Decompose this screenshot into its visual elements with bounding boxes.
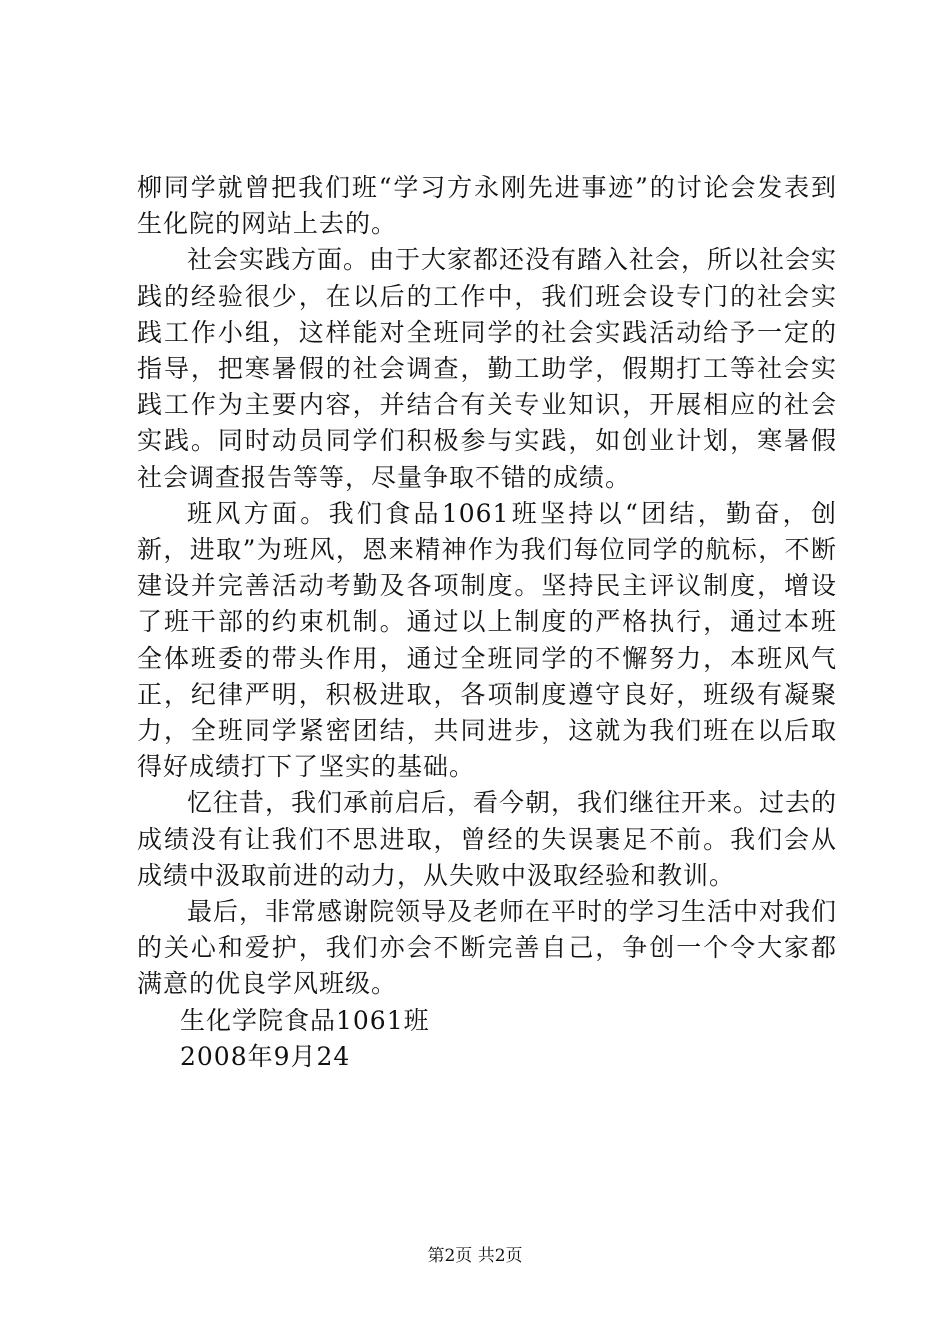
date: 2008年9月24	[180, 1041, 351, 1071]
paragraph-social-practice: 社会实践方面。由于大家都还没有踏入社会，所以社会实践的经验很少，在以后的工作中，我们班会设专门的社会实践工作小组，这样能对全班同学的社会实践活动给予一定的指导，把寒暑假的社会调查，勤工助学，假期打工等社会实践工作为主要内容，并结合有关专业知识，开展相应的社会实践。同时动员同学们积极参与实践，如创业计划，寒暑假社会调查报告等等，尽量争取不错的成绩。	[137, 245, 838, 492]
paragraph-class-style: 班风方面。我们食品1061班坚持以“团结，勤奋，创新，进取”为班风，恩来精神作为我们每位同学的航标，不断建设并完善活动考勤及各项制度。坚持民主评议制度，增设了班干部的约束机制。通过以上制度的严格执行，通过本班全体班委的带头作用，通过全班同学的不懈努力，本班风气正，纪律严明，积极进取，各项制度遵守良好，班级有凝聚力，全班同学紧密团结，共同进步，这就为我们班在以后取得好成绩打下了坚实的基础。	[137, 498, 837, 782]
document-body	[137, 170, 837, 1075]
page-footer	[0, 1245, 950, 1267]
signature: 生化学院食品1061班	[180, 1005, 430, 1035]
paragraph-closing: 最后，非常感谢院领导及老师在平时的学习生活中对我们的关心和爱护，我们亦会不断完善自己，争创一个令大家都满意的优良学风班级。	[137, 897, 838, 999]
page-number: 第2页 共2页	[427, 1246, 523, 1266]
paragraph-reflection: 忆往昔，我们承前启后，看今朝，我们继往开来。过去的成绩没有让我们不思进取，曾经的失误裹足不前。我们会从成绩中汲取前进的动力，从失败中汲取经验和教训。	[137, 788, 838, 890]
paragraph-continuation: 柳同学就曾把我们班“学习方永刚先进事迹”的讨论会发表到生化院的网站上去的。	[137, 173, 837, 239]
